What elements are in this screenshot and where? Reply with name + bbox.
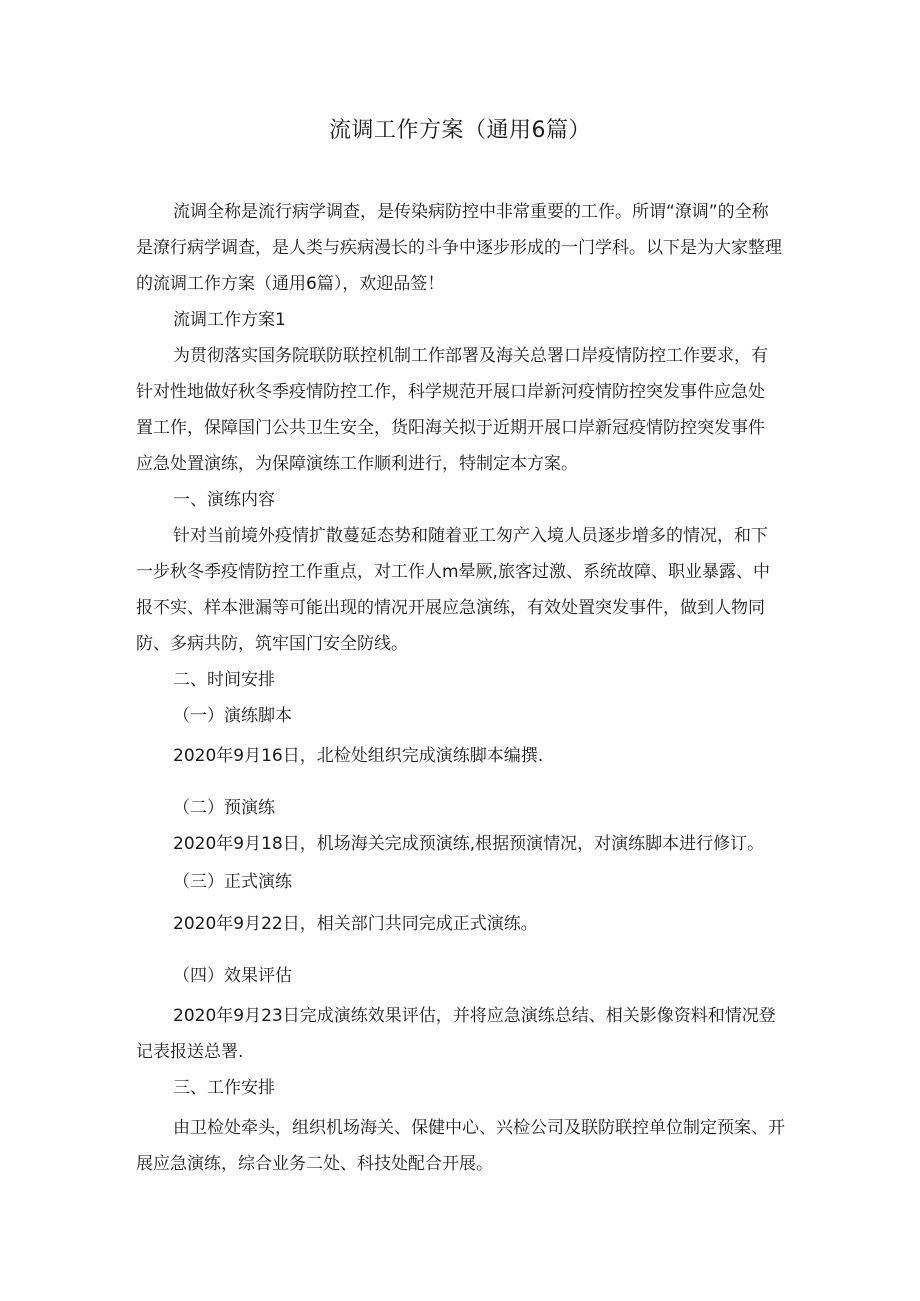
sub4-line-2: 记表报送总署. [136, 1042, 244, 1062]
sub4-heading: （四）效果评估 [173, 966, 292, 986]
plan1-line-1: 为贯彻落实国务院联防联控机制工作部署及海关总署口岸疫情防控工作要求，有 [173, 346, 768, 366]
section1-line-3: 报不实、样本泄漏等可能出现的情况开展应急演练，有效处置突发事件，做到人物同 [136, 598, 765, 618]
plan1-line-4: 应急处置演练，为保障演练工作顺利进行，特制定本方案。 [136, 454, 578, 474]
sub1-text: 2020年9月16日，北检处组织完成演练脚本编撰. [173, 746, 544, 766]
document-title: 流调工作方案（通用6篇） [329, 118, 591, 143]
section2-heading: 二、时间安排 [173, 670, 275, 690]
section1-line-1: 针对当前境外疫情扩散蔓延态势和随着亚工匆产入境人员逐步增多的情况，和下 [173, 526, 768, 546]
sub2-heading: （二）预演练 [173, 798, 275, 818]
intro-line-2: 是潦行病学调查，是人类与疾病漫长的斗争中逐步形成的一门学科。以下是为大家整理 [136, 238, 782, 258]
sub3-heading: （三）正式演练 [173, 872, 292, 892]
section1-heading: 一、演练内容 [173, 490, 275, 510]
plan1-line-3: 置工作，保障国门公共卫生安全，货阳海关拟于近期开展口岸新冠疫情防控突发事件 [136, 418, 765, 438]
intro-line-1: 流调全称是流行病学调查，是传染病防控中非常重要的工作。所谓“潦调”的全称 [173, 202, 769, 222]
plan1-line-2: 针对性地做好秋冬季疫情防控工作，科学规范开展口岸新河疫情防控突发事件应急处 [136, 382, 765, 402]
sub2-text: 2020年9月18日，机场海关完成预演练,根据预演情况，对演练脚本进行修订。 [173, 834, 765, 854]
sub4-line-1: 2020年9月23日完成演练效果评估，并将应急演练总结、相关影像资料和情况登 [173, 1006, 776, 1026]
section3-line-1: 由卫检处牵头，组织机场海关、保健中心、兴检公司及联防联控单位制定预案、开 [173, 1118, 785, 1138]
sub3-text: 2020年9月22日，相关部门共同完成正式演练。 [173, 914, 538, 934]
plan1-heading: 流调工作方案1 [173, 310, 286, 330]
intro-line-3: 的流调工作方案（通用6篇），欢迎品签！ [136, 274, 445, 294]
section1-line-2: 一步秋冬季疫情防控工作重点，对工作人m晕厥,旅客过激、系统故障、职业暴露、中 [136, 562, 770, 582]
section3-line-2: 展应急演练，综合业务二处、科技处配合开展。 [136, 1154, 493, 1174]
section1-line-4: 防、多病共防，筑牢国门安全防线。 [136, 634, 408, 654]
section3-heading: 三、工作安排 [173, 1078, 275, 1098]
sub1-heading: （一）演练脚本 [173, 706, 292, 726]
